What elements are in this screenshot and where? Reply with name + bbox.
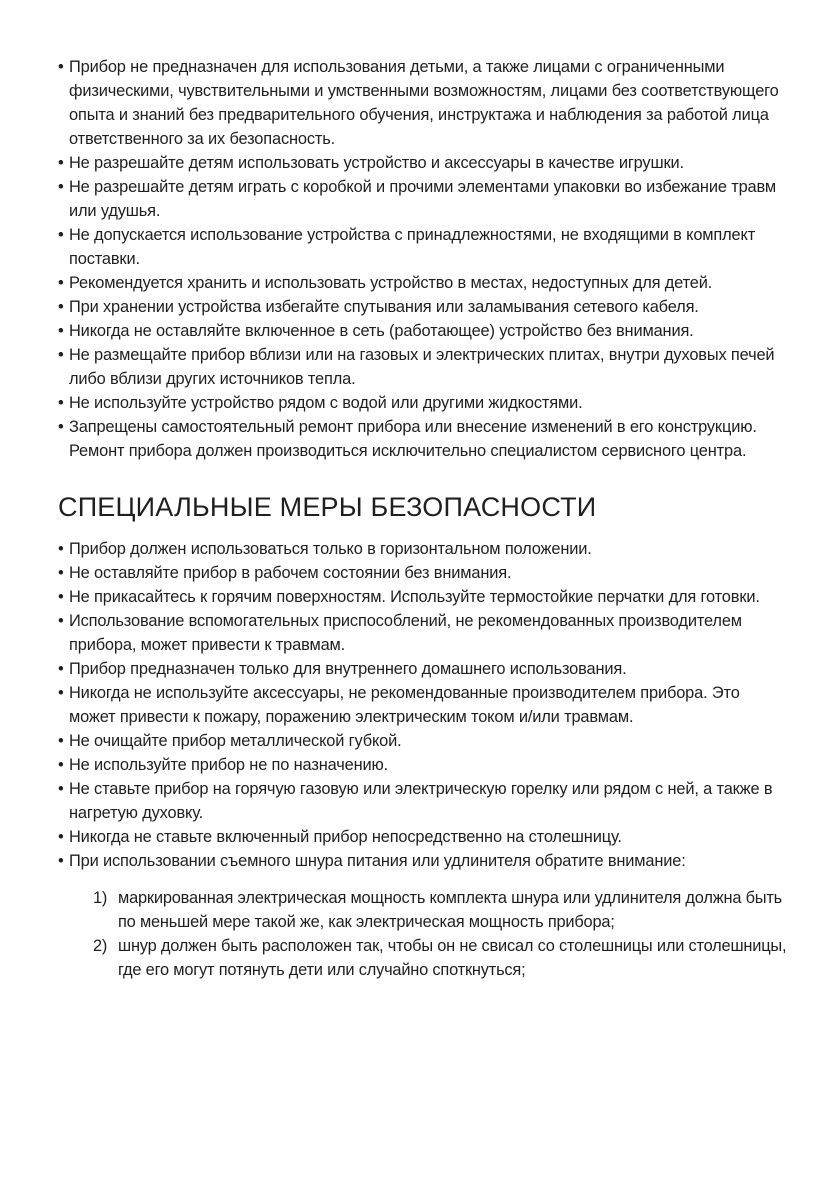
- list-item-text: Никогда не ставьте включенный прибор непосредственно на столешницу.: [69, 828, 622, 846]
- list-item: [58, 271, 788, 295]
- numbered-item: [58, 886, 788, 934]
- list-item-text: Не размещайте прибор вблизи или на газовых и электрических плитах, внутри духовых печей либо вблизи других источников тепла.: [69, 346, 775, 388]
- bullet-icon: •: [58, 780, 64, 798]
- list-item-text: Прибор предназначен только для внутреннего домашнего использования.: [69, 660, 627, 678]
- bullet-icon: •: [58, 154, 64, 172]
- numbered-item: [58, 934, 788, 982]
- bullet-icon: •: [58, 418, 64, 436]
- bullet-icon: •: [58, 274, 64, 292]
- list-item-text: Использование вспомогательных приспособлений, не рекомендованных производителем прибора, может привести к травмам.: [69, 612, 742, 654]
- numbered-item-text: шнур должен быть расположен так, чтобы он не свисал со столешницы или столешницы, где его могут потянуть дети или случайно споткнуться;: [118, 937, 787, 979]
- bullet-icon: •: [58, 226, 64, 244]
- list-item-text: Не очищайте прибор металлической губкой.: [69, 732, 402, 750]
- document-page: [58, 55, 788, 982]
- cord-requirements-list: [58, 886, 788, 982]
- bullet-icon: •: [58, 540, 64, 558]
- list-item: [58, 777, 788, 825]
- list-item-text: Запрещены самостоятельный ремонт прибора или внесение изменений в его конструкцию. Ремонт прибора должен производиться исключительно специалистом сервисного центра.: [69, 418, 757, 460]
- list-item-text: Не используйте прибор не по назначению.: [69, 756, 389, 774]
- list-item: [58, 55, 788, 151]
- list-item-text: Прибор должен использоваться только в горизонтальном положении.: [69, 540, 592, 558]
- list-item-text: Не разрешайте детям играть с коробкой и прочими элементами упаковки во избежание травм или удушья.: [69, 178, 776, 220]
- list-item: [58, 537, 788, 561]
- list-item-text: При использовании съемного шнура питания или удлинителя обратите внимание:: [69, 852, 686, 870]
- bullet-icon: •: [58, 346, 64, 364]
- list-item-text: Прибор не предназначен для использования детьми, а также лицами с ограниченными физическими, чувствительными и умственными возможностям, лицами без соответствующего опыта и знаний без предварительного обучения, инструктажа и наблюдения за работой лица ответственного за их безопасность.: [69, 58, 779, 148]
- list-item: [58, 151, 788, 175]
- list-item: [58, 295, 788, 319]
- bullet-icon: •: [58, 732, 64, 750]
- numbered-item-text: маркированная электрическая мощность комплекта шнура или удлинителя должна быть по меньшей мере такой же, как электрическая мощность прибора;: [118, 889, 783, 931]
- list-item: [58, 825, 788, 849]
- list-item-text: Не прикасайтесь к горячим поверхностям. Используйте термостойкие перчатки для готовки.: [69, 588, 760, 606]
- list-item: [58, 223, 788, 271]
- item-number: 2): [93, 937, 108, 955]
- bullet-icon: •: [58, 394, 64, 412]
- bullet-icon: •: [58, 178, 64, 196]
- bullet-icon: •: [58, 564, 64, 582]
- list-item: [58, 343, 788, 391]
- bullet-icon: •: [58, 852, 64, 870]
- list-item: [58, 849, 788, 873]
- bullet-icon: •: [58, 612, 64, 630]
- list-item: [58, 391, 788, 415]
- special-safety-list: [58, 537, 788, 873]
- bullet-icon: •: [58, 828, 64, 846]
- list-item: [58, 657, 788, 681]
- general-safety-list: [58, 55, 788, 463]
- list-item-text: Не оставляйте прибор в рабочем состоянии без внимания.: [69, 564, 512, 582]
- list-item-text: Не допускается использование устройства с принадлежностями, не входящими в комплект поставки.: [69, 226, 756, 268]
- list-item: [58, 729, 788, 753]
- list-item: [58, 609, 788, 657]
- list-item: [58, 561, 788, 585]
- list-item: [58, 753, 788, 777]
- bullet-icon: •: [58, 58, 64, 76]
- list-item-text: Никогда не оставляйте включенное в сеть (работающее) устройство без внимания.: [69, 322, 694, 340]
- bullet-icon: •: [58, 298, 64, 316]
- list-item-text: Не используйте устройство рядом с водой или другими жидкостями.: [69, 394, 583, 412]
- bullet-icon: •: [58, 684, 64, 702]
- list-item: [58, 585, 788, 609]
- list-item: [58, 175, 788, 223]
- bullet-icon: •: [58, 660, 64, 678]
- section-title: СПЕЦИАЛЬНЫЕ МЕРЫ БЕЗОПАСНОСТИ: [58, 492, 597, 522]
- list-item-text: При хранении устройства избегайте спутывания или заламывания сетевого кабеля.: [69, 298, 699, 316]
- item-number: 1): [93, 889, 108, 907]
- list-item-text: Не ставьте прибор на горячую газовую или электрическую горелку или рядом с ней, а также в нагретую духовку.: [69, 780, 773, 822]
- list-item-text: Никогда не используйте аксессуары, не рекомендованные производителем прибора. Это может привести к пожару, поражению электрическим током и/или травмам.: [69, 684, 740, 726]
- list-item: [58, 681, 788, 729]
- list-item-text: Не разрешайте детям использовать устройство и аксессуары в качестве игрушки.: [69, 154, 684, 172]
- bullet-icon: •: [58, 588, 64, 606]
- list-item-text: Рекомендуется хранить и использовать устройство в местах, недоступных для детей.: [69, 274, 713, 292]
- bullet-icon: •: [58, 756, 64, 774]
- list-item: [58, 319, 788, 343]
- list-item: [58, 415, 788, 463]
- bullet-icon: •: [58, 322, 64, 340]
